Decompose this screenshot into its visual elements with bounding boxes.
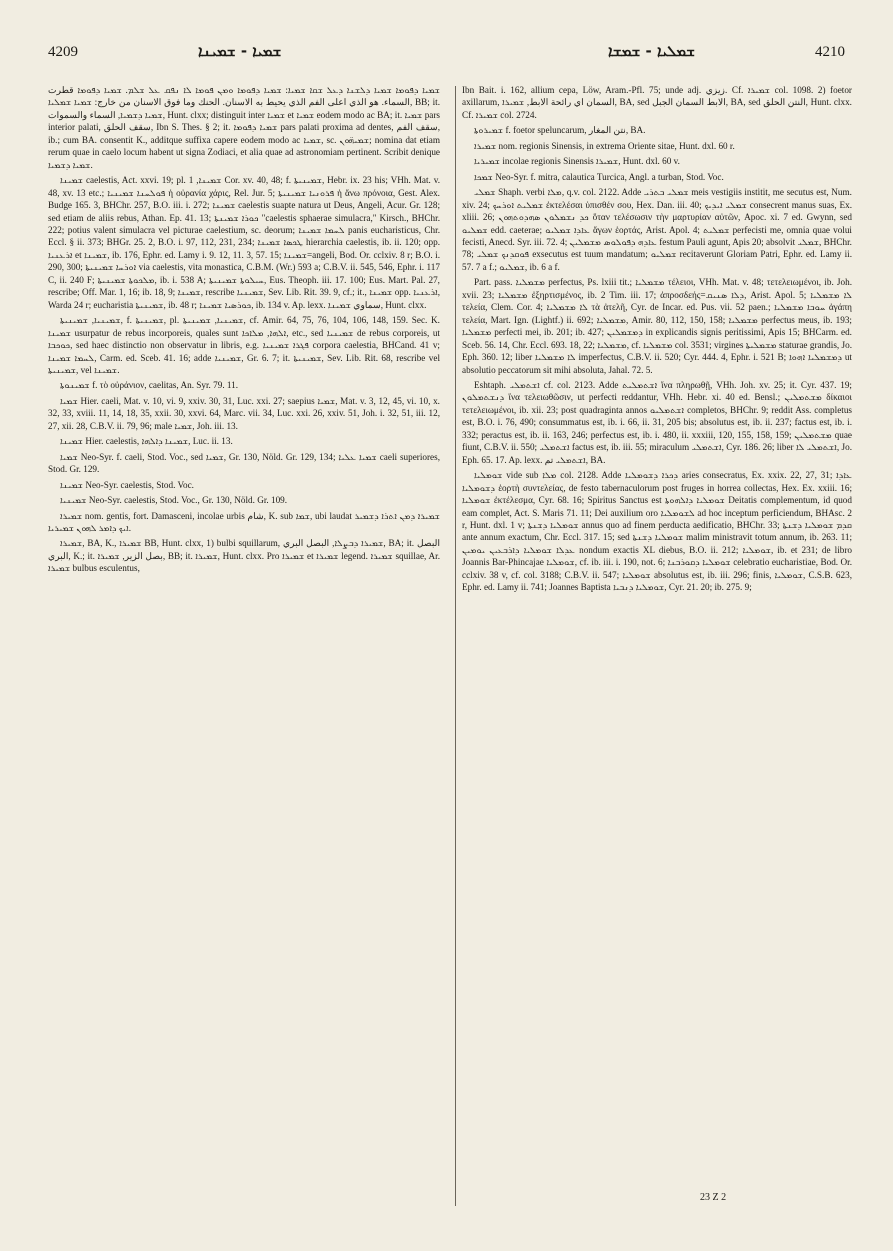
entry-paragraph: Part. pass. ܡܫܡܠܝܐ perfectus, Ps. lxiii tit.; ܡܫܡܠܝܐ τέλειοι, VHh. Mat. v. 48; τετελειωμένοι, ib. Joh. xvii. 23; ܡܫܡܠܝܐ ἐξηρτισμένος, ib. 2 Tim. iii. 17; ἀπροσδεής=ܕܠܐ ܣܢܝܩ, Arist. Apol. 5; ܠܐ ܡܫܡܠܝܐ τελεία, Clem. Cor. 4; ܠܐ ܡܫܡܠܝܐ τὰ ἀτελῆ, Cyr. de Incar. ed. Pus. vii. 52 paen.; ܚܘܒܐ ܡܫܡܠܝܐ ἀγάπη τελεία, Mart. Ign. (Lightf.) ii. 692; ܡܫܡܠܝܐ, Amir. 80, 112, 150, 158; ܡܫܡܠܝܐ perfectus meus, ib. 193; ܡܫܡܠܝܐ perfecti mei, ib. 201; ib. 427; ܕܡܫܡܠܝܢ in explicandis signis peritissimi, Apis 15; BHCarm. ed. Sceb. 56. 14, Chr. Eccl. 693. 18, 22; ܡܫܡܠܝܐ, cf. ܡܫܡܠܝܐ col. 3531; virgines ܡܫܡܠܝܬܐ staturae grandis, Jo. Eph. 360. 12; liber ܠܐ ܡܫܡܠܝܐ imperfectus, C.B.V. ii. 520; Cyr. 444. 4, Ephr. i. 521 B; ܕܡܫܡܠܝܐ ܐܗܘܐ ut absolutio peccatorum sit mihi absoluta, Jahal. 72. 5. [462, 277, 853, 375]
entry-paragraph: ܫܡܝܢܝܐ Neo-Syr. caelestis, Stod. Voc., Gr. 130, Nöld. Gr. 109. [60, 495, 288, 506]
entry-paragraph: ܫܡܝܐ Neo-Syr. f. caeli, Stod. Voc., sed ܫܡܝܐ, Gr. 130, Nöld. Gr. 129, 134; ܫܡܝܐ ܥܠܝܐ caeli superiores, Stod. Gr. 129. [48, 451, 440, 475]
entry-paragraph: ܫܡܝܐ Hier. caeli, Mat. v. 10, vi. 9, xxiv. 30, 31, Luc. xxi. 27; saepius ܫܡܝܐ, Mat. v. 3, 12, 45, vi. 10, x. 32, 33, xviii. 11, 14, 18, 35, xxii. 30, xxvi. 64, Marc. vii. 34, Luc. xxi. 26, xxiv. 51, Joh. i. 32, 51, iii. 12, 27, xii. 28, C.B.V. ii. 79, 96; male ܫܡܝܐ, Joh. iii. 13. [48, 395, 440, 431]
entry-paragraph: ܫܡܝܢܝܐ, ܫܡܝܢܝܬܐ, f. ܫܡܝܢܝܬܐ, pl. ܫܡܝܢܝܐ, ܫܡܝܢܝܬܐ, cf. Amir. 64, 75, 76, 104, 106, 148, 159. Sec. K. ܫܡܝܢܐ usurpatur de rebus incorporeis, quales sunt ܐܠܗܐ, ܡܠܐܟܐ, etc., sed ܫܡܝܢܝܐ de rebus corporeis, ut ܟܘܟܒܐ, sed haec distinctio non observatur in libris, e.g. ܦܓܪܐ ܫܡܝܢܝܐ corpora caelestia, BHCand. 41 v; ܠܚܡܐ ܫܡܝܢܐ, Carm. ed. Sceb. 41. 16; adde ܫܡܝܢܝܐ, Gr. 6. 7; it. ܫܡܝܢܝܬܐ, Sev. Lib. Rit. 68, rescribe vel ܫܡܝܢܝܬܐ, vel ܫܡܝܢܐ. [48, 315, 440, 375]
entry-paragraph: ܫܡܝܪܘܬܐ f. foetor speluncarum, نتن المغار, BA. [474, 125, 646, 136]
entry-paragraph: ܫܡܝܢܐ caelestis, Act. xxvi. 19; pl. ܫܡܝܢܐ, 1 Cor. xv. 40, 48; f. ܫܡܝܢܝܬܐ, Hebr. ix. 23 his; VHh. Mat. v. 48, xv. 13 etc.; ܦܘܠܚܢܐ ܫܡܝܢܝܐ ἡ οὐρανία χάρις, Rel. Jur. 5; ܦܪܘܢܝܐ ܫܡܝܢܝܬܐ ἡ ἄνω πρόνοια, Gest. Alex. Budge 165. 3, BHChr. 257, B.O. iii. i. 272; ܫܡܝܢܐ caelestis suapte natura ut Deus, Angeli, Acur. Gr. 128; sed etiam de aliis rebus, Athan. Ep. 41. 13; ܟܘܪܐ ܫܡܝܢܬܐ "caelestis sphaerae simulacra," Kirsch., BHChr. 222; potius valent simulacra vel picturae caelestium, sc. deorum; ܠܚܡܐ ܫܡܝܢܐ panis eucharisticus, Chr. Eccl. § ii. 373; BHGr. 25. 2, B.O. i. 97, 112, 231, 234; ܛܟܣܐ ܫܡܝܢܐ hierarchia caelestis, ib. ii. 120; opp. ܐܪܥܢܝܐ et ܫܡܝܢܐ, ib. 176, Ephr. ed. Lamy i. 9. 12, 11. 3, 57. 15; ܫܡܝܢܐ=angeli, Bod. Or. cclxiv. 8 r; B.O. i. 290, 300; ܐܘܪܚܐ ܫܡܝܢܝܬܐ via caelestis, vita monastica, C.B.M. (Wr.) 593 a; C.B.V. ii. 545, 546, Ephr. i. 117 C, ii. 240 F; ܡܠܟܘܬܐ ܫܡܝܢܝܬܐ, ib. i. 538 A; ܚܝܠܘܬܐ ܫܡܝܢܝܬܐ, Eus. Theoph. iii. 17. 100; Eus. Mart. Pal. 27, rescribe; Off. Mar. 1, 16; ib. 18, 9; ܫܡܝܢܐ, rescribe ܫܡܝܢܝܐ, Sev. Lib. Rit. 39. 9, cf.; it., ܫܡܝܢܐ opp. ܐܪܥܢܝܐ, Warda 24 r; eucharistia ܫܡܝܢܝܬܐ, ib. 48 r; ܟܘܪܣܝܐ ܫܡܝܢܐ, ib. 134 v. Ap. lexx. سماوي ܫܡܝܢܐ, Hunt. clxx. [48, 175, 441, 310]
entry-paragraph: ܫܡܝܢܐ Hier. caelestis, ܫܡܝܢܐ ܕܐܠܗܐ, Luc. ii. 13. [60, 436, 233, 447]
entry-paragraph: ܫܡܝܪܐ, BA, K., ܫܡܝܪܐ BB, Hunt. clxx, 1) bulbi squillarum, ܫܡܝܪܐ ܕܒܨܠܐ, البصل البري, BA; it. البصل البري, K.; it. بصل الزير, ܫܡܝܪܐ, BB; it. ܫܡܝܪܐ, Hunt. clxx. Pro ܫܡܝܪܐ et ܫܡܝܪܐ legend. ܫܡܝܪܐ squillae, Ar. ܫܡܝܪܐ bulbus esculentus, [48, 538, 441, 574]
entry-paragraph: ܫܡܟܐ Neo-Syr. f. mitra, calautica Turcica, Angl. a turban, Stod. Voc. [474, 171, 724, 182]
entry-paragraph: Ibn Bait. i. 162, allium cepa, Löw, Aram.-Pfl. 75; unde adj. زيزي. Cf. ܫܡܝܪܐ col. 1098. 2) foetor axillarum, السمان اي رائحة الابط, ܫܡܝܪܐ, BA, sed الابط السمان الجبل, BA, sed النتن الحلق, Hunt. clxx. Cf. ܫܡܝܪܐ col. 2724. [462, 85, 852, 120]
signature-mark: 23 Z 2 [700, 1192, 727, 1203]
right-column [462, 84, 852, 597]
page-number-right: 4210 [815, 44, 845, 60]
running-head-left: ܫܡܝܐ - ܫܡܝܢܐ [198, 42, 282, 60]
column-divider [455, 86, 456, 1206]
page-header [48, 44, 845, 68]
entry-paragraph: Eshtaph. ܐܫܬܡܠܝ cf. col. 2123. Adde ܐܫܬܡܠܝܬ ἵνα πληρωθῇ, VHh. Joh. xv. 25; it. Cyr. 437. 19; ܕܢܫܬܡܠܘܢ ἵνα τελειωθῶσιν, ut perfecti reddantur, VHh. Hebr. xi. 40 ed. Bensl.; ܡܫܬܡܠܝܢ δίκαιοι τετελειωμένοι, ib. xii. 23; post quadraginta annos ܐܫܬܡܠܝܘ completos, BHChr. 9; reddit Ass. completus est, B.O. i. 76, 490; consummatus est, ib. i. 66, ii. 31, 205 bis; absolutus est, ib. ii. 237; factus est, ib. i. 332; peractus est, ib. ii. 163, 246; perfectus est, ib. i. 480, ii. xxxiii, 120, 155, 158, 159; ܡܫܬܡܠܝܢ quae fiunt, C.B.V. ii. 550; ܐܫܬܡܠܝ factus est, ib. iii. 55; miraculum ܐܫܬܡܠܝ, Cyr. 186. 26; liber ܐܫܬܡܠܝ ܠܐ, Jo. Eph. 65. 17. Ap. lexx. ܐܫܬܡܠܝ تم, BA. [462, 379, 853, 465]
entry-paragraph: ܫܡܝܪܐ nom. regionis Sinensis, in extrema Oriente sitae, Hunt. dxl. 60 r. [474, 140, 735, 151]
entry-paragraph: ܫܡܝܪܐ nom. gentis, fort. Damasceni, incolae urbis شام, K. sub ܫܡܐ, ubi laudat ܫܡܝܪܐ ܕܡܢ ܐܬܪܐ ܕܫܡܝܪ ܐܝܟ ܕܐܡܪ ܠܗܘܢ ܫܡܝܪܝܐ. [48, 510, 440, 533]
entry-paragraph: ܫܡܝܪܝܐ incolae regionis Sinensis ܫܡܝܪܐ, Hunt. dxl. 60 v. [474, 156, 680, 167]
page-number-left: 4209 [48, 44, 78, 60]
entry-paragraph: ܫܡܝܢܐ Neo-Syr. caelestis, Stod. Voc. [60, 479, 194, 490]
entry-paragraph: ܫܡܝܢܘܬܐ f. τὸ οὐράνιον, caelitas, An. Syr. 79. 11. [60, 380, 239, 391]
running-head-right: ܫܡܠܝܐ - ܫܡܫܐ [607, 42, 695, 60]
entry-paragraph: ܫܡܝܐ ܕܦܘܡܐ ܫܡܝܐ ܕܠܫܢܐ ܕܥܠ ܫܩܐ ܫܡܝܐ: ܫܡܝܐ ܕܦܘܡܐ ܘܡܢ ܦܘܡܐ ܠܐ ܢܦܩ ܥܠ ܫܠܡ. ܫܡܝܐ ܕܦܘܡܐ قطرت السماء. هو الذي اعلى الفم الذي يحيط به الاسنان. الحنك وما فوق الاسنان من خارج: ܫܡܝܐ ܫܡܠܝܐ, BB; it. ܫܡܝܐ ܕܫܡܝܐ, السماء والسموات, Hunt. clxx; distinguit inter ܫܡܝܐ et ܫܡܝܐ eodem modo ac BA; it. ܫܡܝܐ pars interior palati, سقف الحلق, Ibn S. Thes. § 2; it. ܫܡܝܐ ܕܦܘܡܐ pars palati proxima ad dentes, سقف الفم, ib.; cum BA. consentit K., additque suffixa capere eodem modo ac ܫܡܝܐ, sc. ܫܡܝܗ̈ܘܢ; nomina dat etiam rerum quae in caelo locum habent ut signa Zodiaci, et alia quae ad astronomiam pertinent. Scribit denique ܫܡܝܐ ܕܫܡܝܐ. [48, 85, 441, 170]
entry-paragraph: ܫܡܠܝ Shaph. verbi ܡܠܐ, q.v. col. 2122. Adde ܫܡܠܝ ܒܬܪܝ meis vestigiis institit, me secutus est, Num. xiv. 24; ܫܡܠܝܬ ܐܘܪܚܟ ἐκτελέσαι ὑπισθέν σου, Hex. Dan. iii. 40; ܫܡܠܝ ܐܝܕܝܟ consecrent manus suas, Ex. xliii. 26; ܟܕ ܢܫܡܠܘܢ ܣܗܕܘܬܗܘܢ ὅταν τελέσωσιν τὴν μαρτυρίαν αὐτῶν, Apoc. xi. 7 ed. Gwynn, sed ܫܡܠܝܘ edd. caeterae; ܥܐܕܐ ܫܡܠܝܘ ἄγων ἑορτάς, Arist. Apol. 4; ܫܡܠܝܬ perfecisti me, omnia quae volui fecisti, Anecd. Syr. iii. 72. 4; ܥܐܕܗ ܕܦܘܠܘܣ ܡܫܡܠܝܢ festum Pauli agunt, Apis 20; absolvit ܫܡܠܝ, BHChr. 78; ܦܘܩܕܢܟ ܫܡܠܝ exsecutus est tuum mandatum; ܫܡܠܝܘ recitaverunt Gloriam Patri, Ephr. ed. Lamy ii. 57. 7 a f.; ܫܡܠܝܘ, ib. 6 a f. [462, 187, 852, 272]
entry-paragraph: ܫܘܡܠܝܐ vide sub ܡܠܐ col. 2128. Adde ܕܟܪܐ ܕܫܘܡܠܝܐ aries consecratus, Ex. xxix. 22, 27, 31; ܥܐܕܐ ܕܫܘܡܠܝܐ ἑορτὴ συντελείας, de festo tabernaculorum post fruges in horrea collectas, Hex. Ex. xxiii. 16; ܫܘܡܠܝܐ ἐκτέλεσμα, Cyr. 68. 16; Spiritus Sanctus est ܫܘܡܠܝܐ ܕܐܠܗܘܬܐ Deitatis complementum, id quod eam complet, Act. S. Maris 71. 11; Dei auxilium oro ܠܫܘܡܠܝܐ ad hoc inceptum perficiendum, BHAsc. 2 r, Hunt. dxl. 1 v; ܫܘܡܠܝܐ ܕܫܢܬܐ annus quo ad finem perducta aedificatio, BHChr. 33; ܩܕܡ ܫܘܡܠܝܐ ܕܫܢܬܐ ante annum exactum, Chr. Eccl. 317. 15; sed ܫܘܡܠܝܐ ܕܫܢܬܐ malim ministravit totum annum, ib. 263. 11; ܥܕܠܐ ܫܘܡܠܝܐ ܕܐܪܒܥܝܢ ܝܘܡܝܢ nondum exactis XL diebus, B.O. ii. 212; ܫܘܡܠܝܐ, ib. et 231; de libro Joannis Bar-Phincajae ܫܘܡܠܝܐ, cf. ib. iii. i. 190, not. 6; ܫܘܡܠܝܐ ܕܩܘܪܒܢܐ celebratio eucharistiae, Bod. Or. cclxiv. 38 v, cf. col. 3188; C.B.V. ii. 547; ܫܘܡܠܝܐ absolutus est, ib. iii. 296; finis, ܫܘܡܠܝܐ, C.S.B. 623, Ephr. ed. Lamy ii. 741; Joannes Baptista ܫܘܡܠܝܐ ܕܢܒܝܐ, Cyr. 21. 20; ib. 275. 9; [462, 470, 853, 593]
left-column [48, 84, 440, 578]
